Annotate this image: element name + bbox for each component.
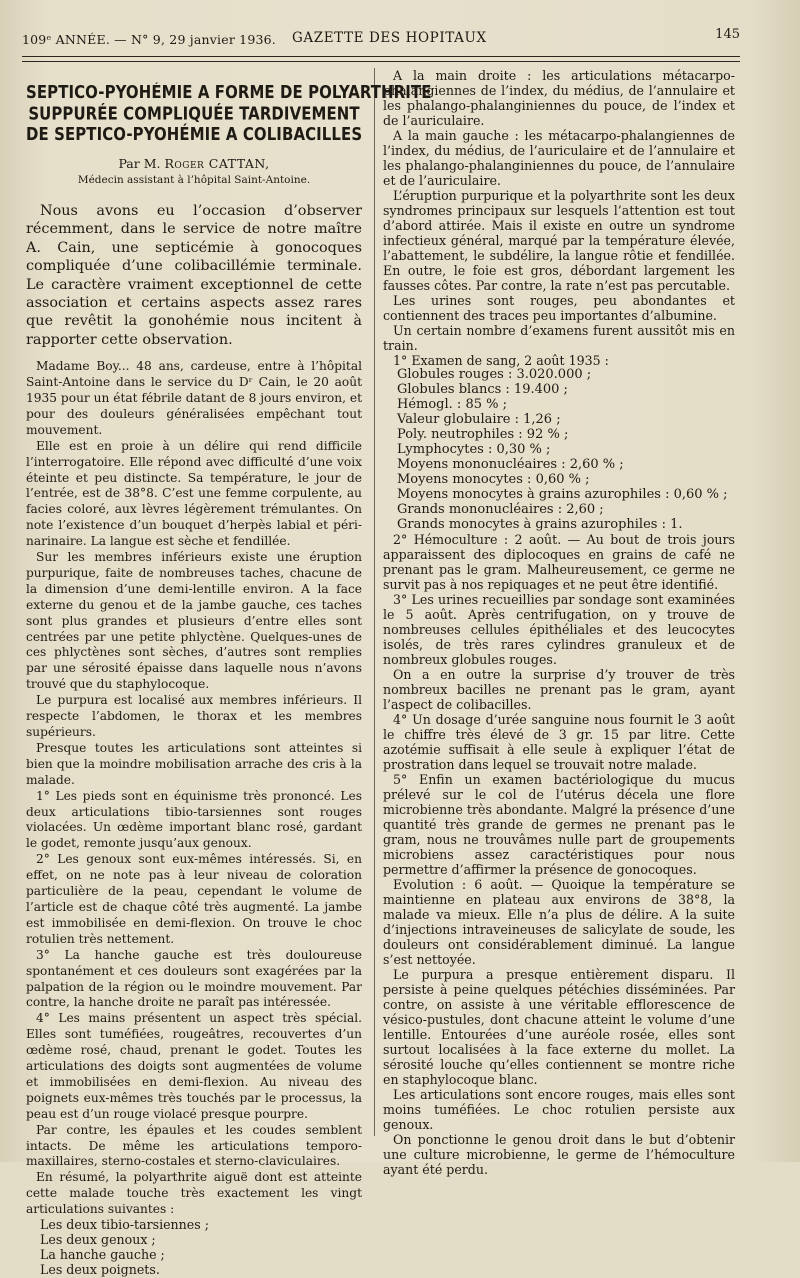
list-item: Les deux tibio-tarsiennes ;	[40, 1217, 209, 1233]
author-affiliation: Médecin assistant à l’hôpital Saint-Antoine.	[77, 174, 311, 186]
list-item: La hanche gauche ;	[40, 1246, 165, 1262]
journal-title: GAZETTE DES HOPITAUX	[292, 30, 487, 46]
paragraph: Sur les membres inférieurs existe une éruption purpurique, faite de nombreuses taches, chacune de la dimension d’une demi-lentille environ. A la face externe du genou et de la jambe gauche, ces taches sont plus grandes et plusieurs d’entre elles sont centrées par une petite phlyctène. Quelques-unes de ces phlyctènes sont sèches, d’autres sont remplies par une sérosité épaisse dans laquelle nous n’avons trouvé que du staphylocoque.	[26, 550, 362, 692]
list-item: Les deux poignets.	[40, 1261, 160, 1277]
article-intro: Nous avons eu l’occasion d’observer récemment, dans le service de notre maître A. Cain, une septicémie à gonocoques compliquée d’une colibacillémie terminale. Le caractère vraiment exceptionnel de cette association et certains aspects assez rares que revêtit la gonohémie nous incitent à rapporter cette observation.	[26, 202, 362, 348]
list-item: Moyens mononucléaires : 2,60 % ;	[397, 456, 624, 472]
paragraph: Elle est en proie à un délire qui rend difficile l’interrogatoire. Elle répond avec difficulté d’une voix éteinte et peu distincte. Sa température, le jour de l’entrée, est de 38°8. C’est une femme corpulente, au facies coloré, aux lèvres légèrement trémulantes. On note l’existence d’un bouquet d’herpès labial et péri-narinaire. La langue est sèche et fendillée.	[26, 438, 362, 549]
title-line: SUPPURÉE COMPLIQUÉE TARDIVEMENT	[28, 103, 360, 124]
header-rule-thick	[22, 56, 740, 57]
paragraph: A la main gauche : les métacarpo-phalangiennes de l’index, du médius, de l’auriculaire et de l’annulaire et les phalango-phalanginiennes du pouce, de l’annulaire et de l’auriculaire.	[383, 128, 735, 188]
list-item: Globules rouges : 3.020.000 ;	[397, 367, 592, 382]
paragraph: 1° Examen de sang, 2 août 1935 :	[393, 353, 609, 368]
joint-list	[26, 1218, 362, 1278]
page-header	[22, 22, 740, 52]
left-column	[26, 68, 432, 1277]
issue-info: 109ᵉ ANNÉE. — N° 9, 29 janvier 1936.	[22, 32, 276, 47]
paragraph: Par contre, les épaules et les coudes semblent intacts. De même les articulations temporo-maxillaires, sterno-costales et sterno-claviculaires.	[26, 1122, 362, 1169]
list-item: Moyens monocytes : 0,60 % ;	[397, 471, 590, 487]
list-item: Les deux genoux ;	[40, 1232, 156, 1247]
blood-exam-list	[383, 368, 735, 532]
paragraph: Le purpura est localisé aux membres inférieurs. Il respecte l’abdomen, le thorax et les membres supérieurs.	[26, 693, 362, 739]
page-number: 145	[715, 27, 740, 42]
list-item: Lymphocytes : 0,30 % ;	[397, 441, 551, 457]
paragraph: En résumé, la polyarthrite aiguë dont est atteinte cette malade touche très exactement les vingt articulations suivantes :	[26, 1170, 362, 1217]
list-item: Hémogl. : 85 % ;	[397, 396, 507, 412]
header-rule-thin	[22, 61, 740, 62]
list-item: Grands monocytes à grains azurophiles : 1.	[397, 516, 683, 532]
paragraph: 4° Les mains présentent un aspect très spécial. Elles sont tuméfiées, rougeâtres, recouvertes d’un œdème rosé, chaud, prenant le godet. Toutes les articulations des doigts sont augmentées de volume et immobilisées en demi-flexion. Au niveau des poignets eux-mêmes très touchés par le processus, la peau est d’un rouge violacé presque pourpre.	[26, 1011, 362, 1121]
article-title	[26, 82, 432, 146]
paragraph: Presque toutes les articulations sont atteintes si bien que la moindre mobilisation arrache des cris à la malade.	[26, 740, 362, 787]
list-item: Moyens monocytes à grains azurophiles : 0,60 % ;	[397, 486, 728, 502]
list-item: Globules blancs : 19.400 ;	[397, 381, 568, 397]
paragraph: 2° Hémoculture : 2 août. — Au bout de trois jours apparaissent des diplocoques en grains de café ne prenant pas le gram. Malheureusement, ce germe ne survit pas à nos repiquages et ne peut être identifié.	[383, 532, 735, 593]
paragraph: 3° La hanche gauche est très douloureuse spontanément et ces douleurs sont exagérées par la palpation de la région ou le moindre mouvement. Par contre, la hanche droite ne paraît pas intéressée.	[26, 947, 362, 1010]
paragraph: On ponctionne le genou droit dans le but d’obtenir une culture microbienne, le germe de l’hémoculture ayant été perdu.	[383, 1132, 735, 1178]
paragraph: Evolution : 6 août. — Quoique la température se maintienne en plateau aux environs de 38°8, la malade va mieux. Elle n’a plus de délire. A la suite d’injections intraveineuses de salicylate de soude, les douleurs ont considérablement diminué. La langue s’est nettoyée.	[383, 877, 735, 968]
paragraph: Le purpura a presque entièrement disparu. Il persiste à peine quelques pétéchies disséminées. Par contre, on assiste à une véritable efflorescence de vésico-pustules, dont chacune atteint le volume d’une lentille. Entourées d’une auréole rosée, elles sont surtout localisées à la face externe du mollet. La sérosité louche qu’elles contiennent se montre riche en staphylocoque blanc.	[383, 967, 735, 1088]
paragraph: On a en outre la surprise d’y trouver de très nombreux bacilles ne prenant pas le gram, ayant l’aspect de colibacilles.	[383, 667, 735, 713]
case-report-right	[383, 68, 735, 1177]
list-item: Valeur globulaire : 1,26 ;	[397, 411, 561, 427]
title-line: DE SEPTICO-PYOHÉMIE A COLIBACILLES	[26, 124, 363, 145]
author-prefix: Par M.	[118, 156, 161, 171]
right-column	[383, 68, 735, 1178]
column-separator	[374, 68, 375, 1136]
paragraph: Les urines sont rouges, peu abondantes et contiennent des traces peu importantes d’albumine.	[383, 293, 735, 323]
paragraph: Les articulations sont encore rouges, mais elles sont moins tuméfiées. Le choc rotulien persiste aux genoux.	[383, 1087, 735, 1133]
paragraph: 3° Les urines recueillies par sondage sont examinées le 5 août. Après centrifugation, on y trouve de nombreuses cellules épithéliales et des leucocytes isolés, de très rares cylindres granuleux et de nombreux globules rouges.	[383, 592, 735, 668]
title-line: SEPTICO-PYOHÉMIE A FORME DE POLYARTHRITE	[26, 82, 432, 103]
paragraph: Un certain nombre d’examens furent aussitôt mis en train.	[383, 323, 735, 353]
paragraph: 5° Enfin un examen bactériologique du mucus prélevé sur le col de l’utérus décela une flore microbienne très abondante. Malgré la présence d’une quantité très grande de germes ne prenant pas le gram, nous ne trouvâmes nulle part de groupements microbiens assez caractéristiques pour nous permettre d’affirmer la présence de gonocoques.	[383, 772, 735, 878]
paragraph: L’éruption purpurique et la polyarthrite sont les deux syndromes principaux sur lesquels l’attention est tout d’abord attirée. Mais il existe en outre un syndrome infectieux général, marqué par la température élevée, l’abattement, le subdélire, la langue rôtie et fendillée. En outre, le foie est gros, débordant largement les fausses côtes. Par contre, la rate n’est pas percutable.	[383, 188, 735, 293]
paragraph: A la main droite : les articulations métacarpo-phalangiennes de l’index, du médius, de l’annulaire et les phalango-phalanginiennes du pouce, de l’index et de l’auriculaire.	[383, 68, 735, 128]
paragraph: 4° Un dosage d’urée sanguine nous fournit le 3 août le chiffre très élevé de 3 gr. 15 par litre. Cette azotémie suffisait à elle seule à expliquer l’état de prostration dans lequel se trouvait notre malade.	[383, 712, 735, 773]
list-item: Poly. neutrophiles : 92 % ;	[397, 426, 569, 442]
paragraph: Madame Boy... 48 ans, cardeuse, entre à l’hôpital Saint-Antoine dans le service du Dʳ Cain, le 20 août 1935 pour un état fébrile datant de 8 jours environ, et pour des douleurs généralisées empêchant tout mouvement.	[26, 359, 362, 437]
author-line	[26, 156, 362, 171]
list-item: Grands mononucléaires : 2,60 ;	[397, 501, 604, 517]
author-name: Roger CATTAN,	[164, 156, 270, 171]
case-report-left	[26, 359, 362, 1278]
paragraph: 2° Les genoux sont eux-mêmes intéressés. Si, en effet, on ne note pas à leur niveau de coloration particulière de la peau, cependant le volume de l’article est de chaque côté très augmenté. La jambe est immobilisée en demi-flexion. On trouve le choc rotulien très nettement.	[26, 852, 362, 946]
paragraph: 1° Les pieds sont en équinisme très prononcé. Les deux articulations tibio-tarsiennes sont rouges violacées. Un œdème important blanc rosé, gardant le godet, remonte jusqu’aux genoux.	[26, 788, 362, 851]
